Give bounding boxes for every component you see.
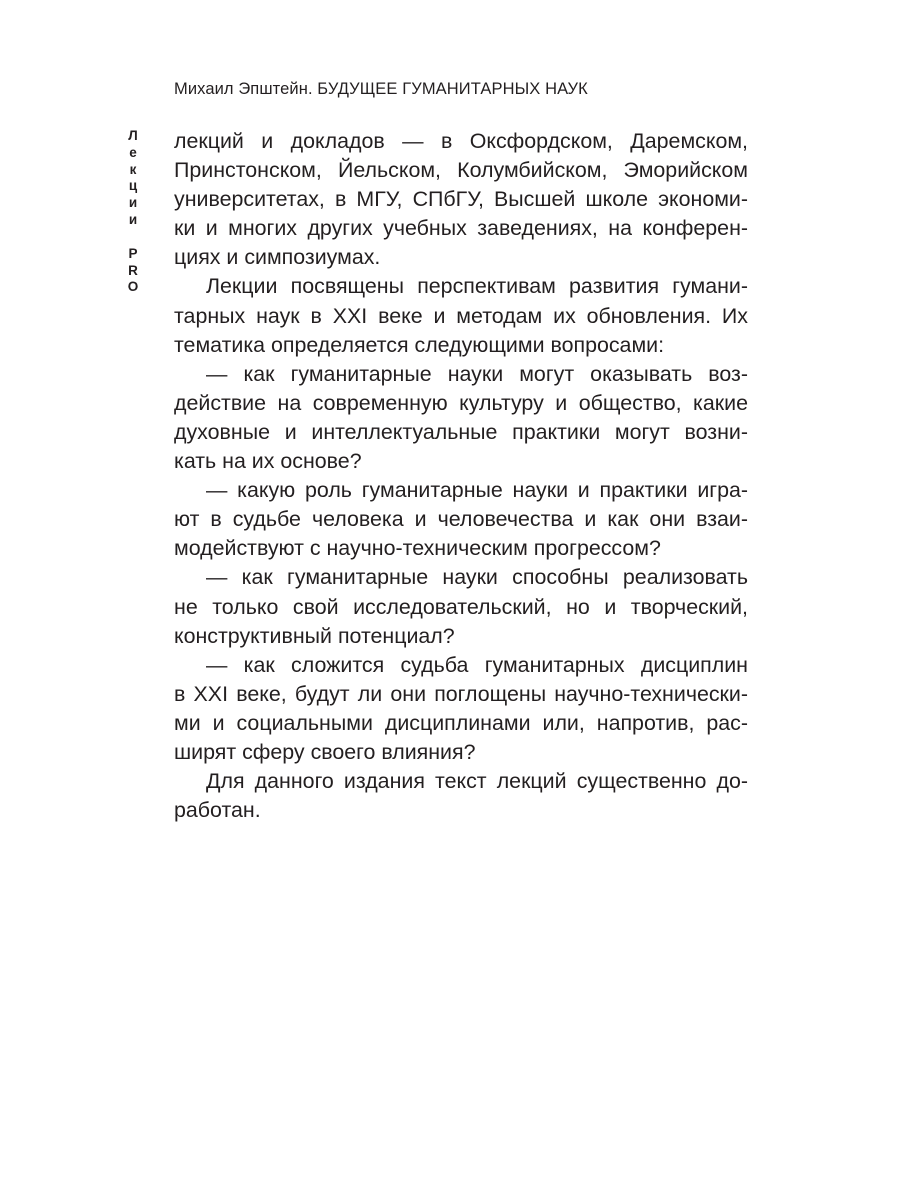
text-line: духовные и интеллектуальные практики могут возни- xyxy=(174,419,748,444)
text-line: кать на их основе? xyxy=(174,449,362,474)
text-line: не только свой исследовательский, но и творческий, xyxy=(174,594,748,619)
text-line: тематика определяется следующими вопросами: xyxy=(174,332,665,357)
text-line: Лекции посвящены перспективам развития гумани- xyxy=(206,274,748,299)
series-mark-letter: и xyxy=(128,211,138,227)
running-header: Михаил Эпштейн. БУДУЩЕЕ ГУМАНИТАРНЫХ НАУК xyxy=(174,80,588,98)
text-line: Для данного издания текст лекций существенно до- xyxy=(206,769,748,794)
text-line: тарных наук в XXI веке и методам их обновления. Их xyxy=(174,303,748,328)
text-line: ширят сферу своего влияния? xyxy=(174,739,476,764)
series-mark-letter: ц xyxy=(128,178,138,194)
text-line: ми и социальными дисциплинами или, напротив, рас- xyxy=(174,710,748,735)
text-line: циях и симпозиумах. xyxy=(174,245,381,270)
text-line: работан. xyxy=(174,798,261,823)
series-mark-letter: Л xyxy=(128,128,138,143)
text-line: университетах, в МГУ, СПбГУ, Высшей школе экономи- xyxy=(174,187,748,212)
series-mark-letter: е xyxy=(129,144,137,160)
text-line: лекций и докладов — в Оксфордском, Даремском, xyxy=(174,129,748,153)
text-line: конструктивный потенциал? xyxy=(174,623,455,648)
text-line: — какую роль гуманитарные науки и практики игра- xyxy=(206,478,748,503)
text-line: модействуют с научно-техническим прогрессом? xyxy=(174,536,661,561)
series-mark-letter: O xyxy=(127,279,139,295)
text-line: — как гуманитарные науки могут оказывать воз- xyxy=(206,361,748,386)
series-mark-letter: и xyxy=(128,195,138,211)
text-line: — как сложится судьба гуманитарных дисциплин xyxy=(206,652,748,677)
text-line: Принстонском, Йельском, Колумбийском, Эморийском xyxy=(174,158,748,183)
series-mark-letter: R xyxy=(128,262,138,278)
series-mark-letter: к xyxy=(129,161,137,177)
series-mark-letter: P xyxy=(128,245,138,261)
body-text xyxy=(174,127,748,825)
series-mark xyxy=(124,128,142,296)
text-line: ют в судьбе человека и человечества и как они взаи- xyxy=(174,507,748,532)
text-line: — как гуманитарные науки способны реализовать xyxy=(206,565,748,590)
text-line: действие на современную культуру и общество, какие xyxy=(174,390,748,415)
text-line: в XXI веке, будут ли они поглощены научно-технически- xyxy=(174,681,748,706)
text-line: ки и многих других учебных заведениях, на конферен- xyxy=(174,216,748,241)
